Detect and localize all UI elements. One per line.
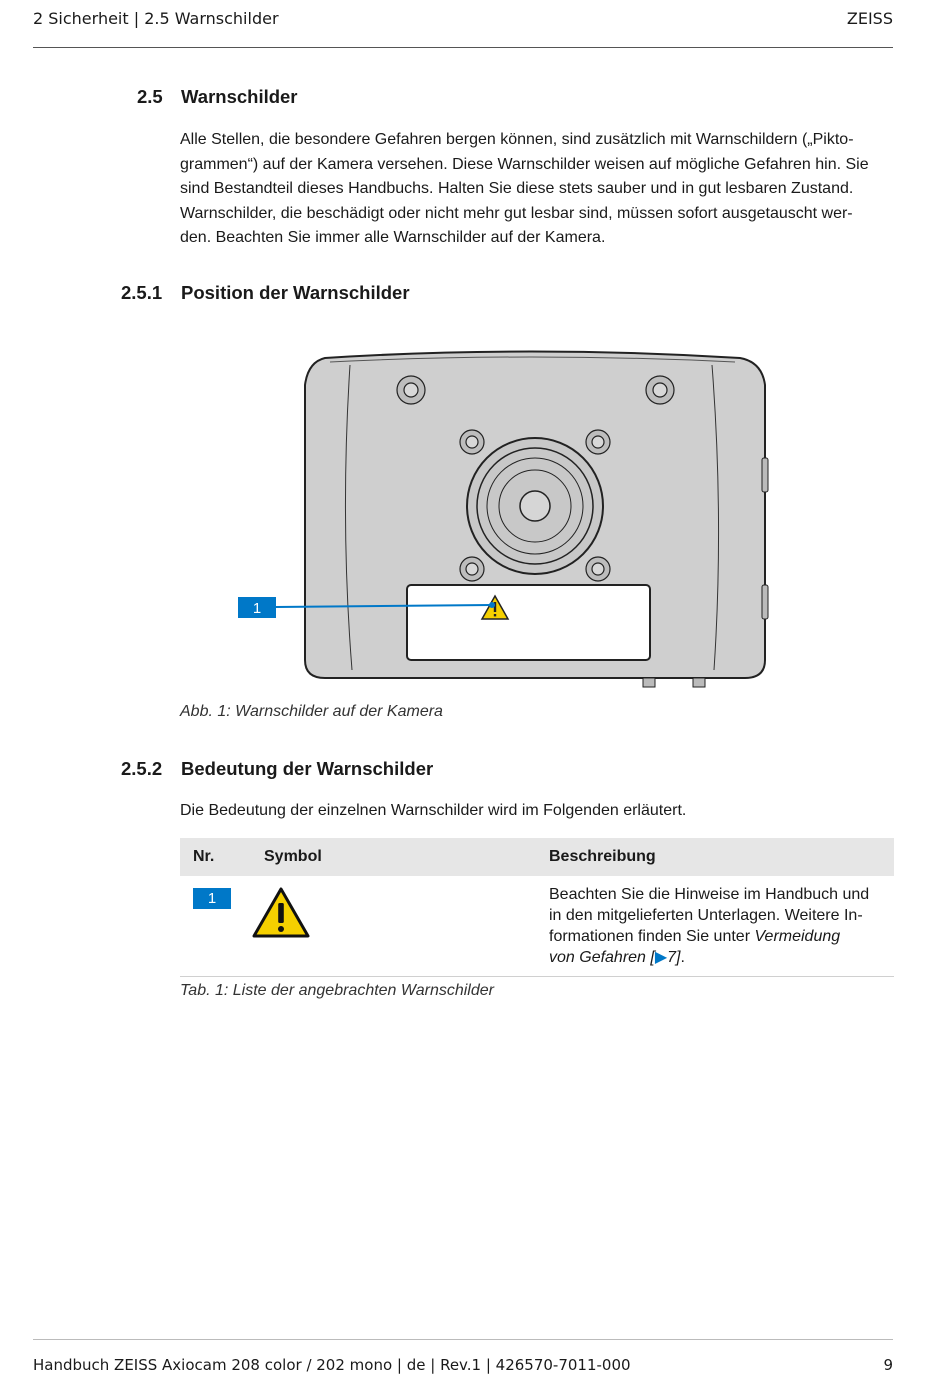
camera-figure — [230, 340, 790, 690]
warning-triangle-icon — [251, 886, 311, 940]
body-line: den. Beachten Sie immer alle Warnschilder auf der Kamera. — [180, 229, 606, 247]
warning-sign-table — [180, 838, 894, 977]
header-brand: ZEISS — [846, 9, 893, 28]
table-caption: Tab. 1: Liste der angebrachten Warnschilder — [180, 982, 494, 999]
subsection-number: 2.5.1 — [121, 282, 163, 303]
description-text: formationen finden Sie unter — [549, 928, 755, 945]
footer-doc-info: Handbuch ZEISS Axiocam 208 color / 202 mono | de | Rev.1 | 426570-7011-000 — [33, 1356, 631, 1374]
section-heading — [137, 86, 298, 108]
cell-description — [536, 876, 894, 977]
cell-symbol — [251, 876, 536, 977]
subsection-number: 2.5.2 — [121, 758, 163, 779]
description-line — [549, 947, 894, 968]
column-header-nr: Nr. — [180, 838, 251, 876]
camera-illustration — [230, 340, 790, 690]
body-line: Warnschilder, die beschädigt oder nicht mehr gut lesbar sind, müssen sofort ausgetauscht wer- — [180, 204, 853, 222]
page-header — [33, 9, 893, 48]
column-header-symbol: Symbol — [251, 838, 536, 876]
section-title: Warnschilder — [181, 86, 298, 107]
lens-mount — [467, 438, 603, 574]
subsection-title: Position der Warnschilder — [181, 282, 410, 303]
description-line — [549, 926, 894, 947]
reference-page[interactable]: 7] — [667, 949, 681, 966]
description-end: . — [680, 949, 685, 966]
description-line: Beachten Sie die Hinweise im Handbuch und — [549, 886, 870, 903]
body-line: sind Bestandteil dieses Handbuchs. Halten Sie diese stets sauber und in gut lesbaren Zustand. — [180, 180, 854, 198]
table-header-row — [180, 838, 894, 876]
link-arrow-icon[interactable]: ▶ — [654, 949, 668, 966]
body-line: Alle Stellen, die besondere Gefahren bergen können, sind zusätzlich mit Warnschildern („Pikto- — [180, 131, 854, 148]
subsection-title: Bedeutung der Warnschilder — [181, 758, 434, 779]
reference-link[interactable]: Vermeidung — [754, 928, 841, 945]
nr-badge: 1 — [193, 888, 231, 909]
body-line: grammen“) auf der Kamera versehen. Diese Warnschilder weisen auf mögliche Gefahren hin. Sie — [180, 155, 869, 173]
column-header-description: Beschreibung — [536, 838, 894, 876]
page-footer — [33, 1339, 893, 1374]
cell-nr — [180, 876, 251, 977]
section-number: 2.5 — [137, 86, 163, 107]
callout-number: 1 — [252, 600, 262, 617]
description-line: in den mitgelieferten Unterlagen. Weitere In- — [549, 907, 863, 924]
subsection-heading-position — [121, 282, 410, 304]
header-breadcrumb: 2 Sicherheit | 2.5 Warnschilder — [33, 9, 279, 28]
page-number: 9 — [883, 1356, 893, 1374]
reference-link-cont[interactable]: von Gefahren [ — [549, 949, 655, 966]
figure-caption: Abb. 1: Warnschilder auf der Kamera — [180, 703, 443, 720]
section-body — [180, 128, 890, 251]
label-plate — [407, 585, 650, 660]
subsection-intro: Die Bedeutung der einzelnen Warnschilder wird im Folgenden erläutert. — [180, 802, 687, 819]
subsection-heading-meaning — [121, 758, 433, 780]
table-row — [180, 876, 894, 977]
